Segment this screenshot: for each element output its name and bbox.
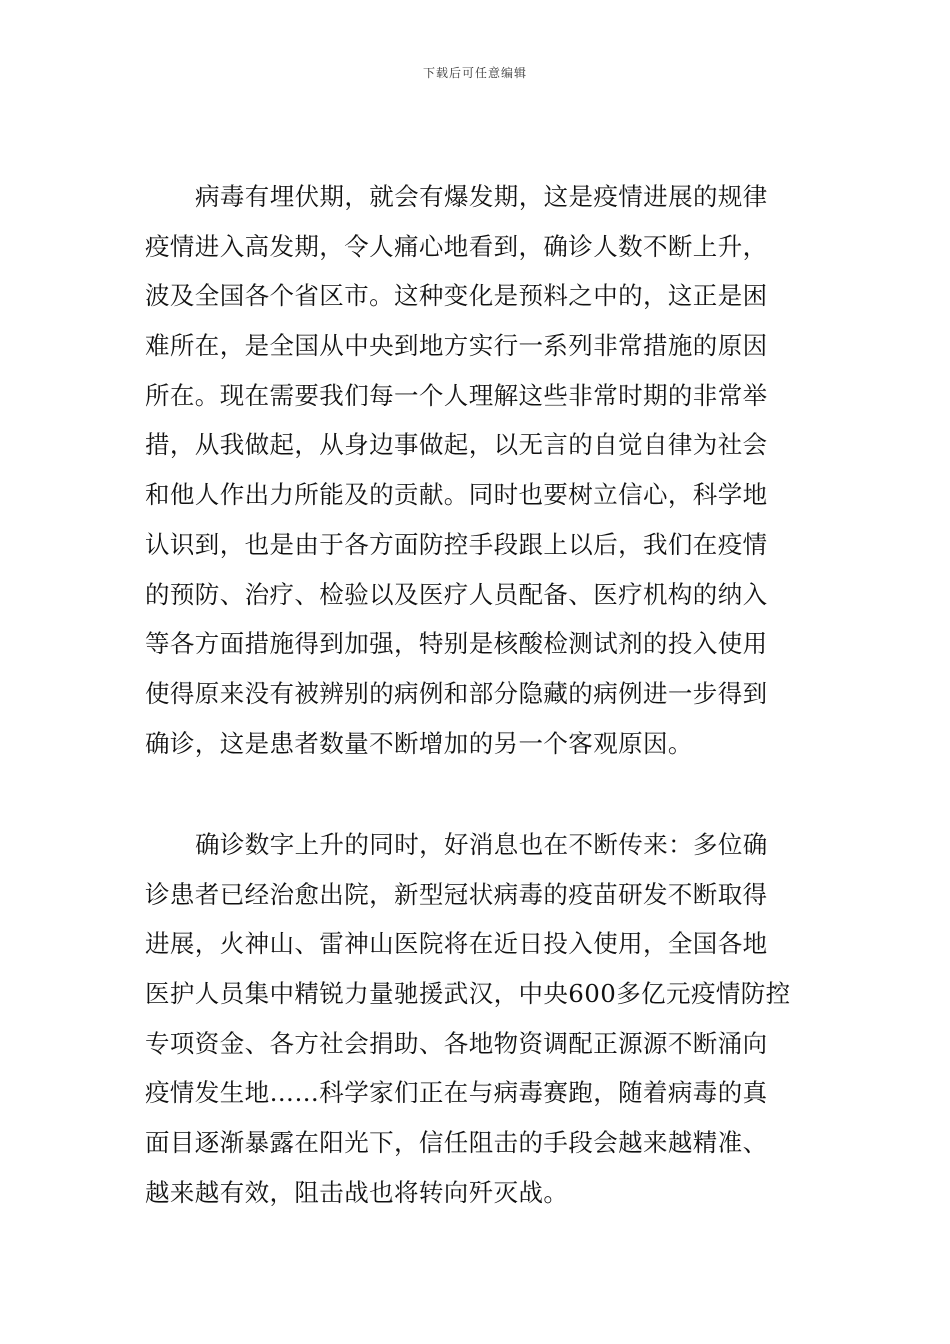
paragraph-2 [145, 820, 810, 1218]
paragraph-line: 疫情进入高发期，令人痛心地看到，确诊人数不断上升， [145, 231, 768, 261]
paragraph-line: 确诊，这是患者数量不断增加的另一个客观原因。 [145, 728, 693, 758]
paragraph-1 [145, 172, 810, 768]
paragraph-line: 医护人员集中精锐力量驰援武汉，中央600多亿元疫情防控 [145, 979, 791, 1009]
paragraph-line: 专项资金、各方社会捐助、各地物资调配正源源不断涌向 [145, 1028, 768, 1058]
paragraph-line: 和他人作出力所能及的贡献。同时也要树立信心，科学地 [145, 480, 768, 510]
paragraph-line: 进展，火神山、雷神山医院将在近日投入使用，全国各地 [145, 929, 768, 959]
paragraph-line: 所在。现在需要我们每一个人理解这些非常时期的非常举 [145, 380, 768, 410]
paragraph-line: 面目逐渐暴露在阳光下，信任阻击的手段会越来越精准、 [145, 1128, 768, 1158]
paragraph-line: 的预防、治疗、检验以及医疗人员配备、医疗机构的纳入 [145, 579, 768, 609]
paragraph-line: 疫情发生地……科学家们正在与病毒赛跑，随着病毒的真 [145, 1078, 768, 1108]
page-header: 下载后可任意编辑 [422, 66, 527, 80]
paragraph-line: 难所在，是全国从中央到地方实行一系列非常措施的原因 [145, 331, 768, 361]
paragraph-line: 使得原来没有被辨别的病例和部分隐藏的病例进一步得到 [145, 678, 768, 708]
paragraph-line: 等各方面措施得到加强，特别是核酸检测试剂的投入使用 [145, 629, 768, 659]
paragraph-line: 越来越有效，阻击战也将转向歼灭战。 [145, 1177, 569, 1207]
paragraph-line: 措，从我做起，从身边事做起，以无言的自觉自律为社会 [145, 430, 768, 460]
paragraph-line: 确诊数字上升的同时，好消息也在不断传来：多位确 [195, 830, 768, 859]
paragraph-line: 认识到，也是由于各方面防控手段跟上以后，我们在疫情 [145, 529, 768, 559]
paragraph-line: 诊患者已经治愈出院，新型冠状病毒的疫苗研发不断取得 [145, 879, 768, 909]
paragraph-line: 波及全国各个省区市。这种变化是预料之中的，这正是困 [145, 281, 768, 311]
paragraph-line: 病毒有埋伏期，就会有爆发期，这是疫情进展的规律 [195, 182, 768, 211]
